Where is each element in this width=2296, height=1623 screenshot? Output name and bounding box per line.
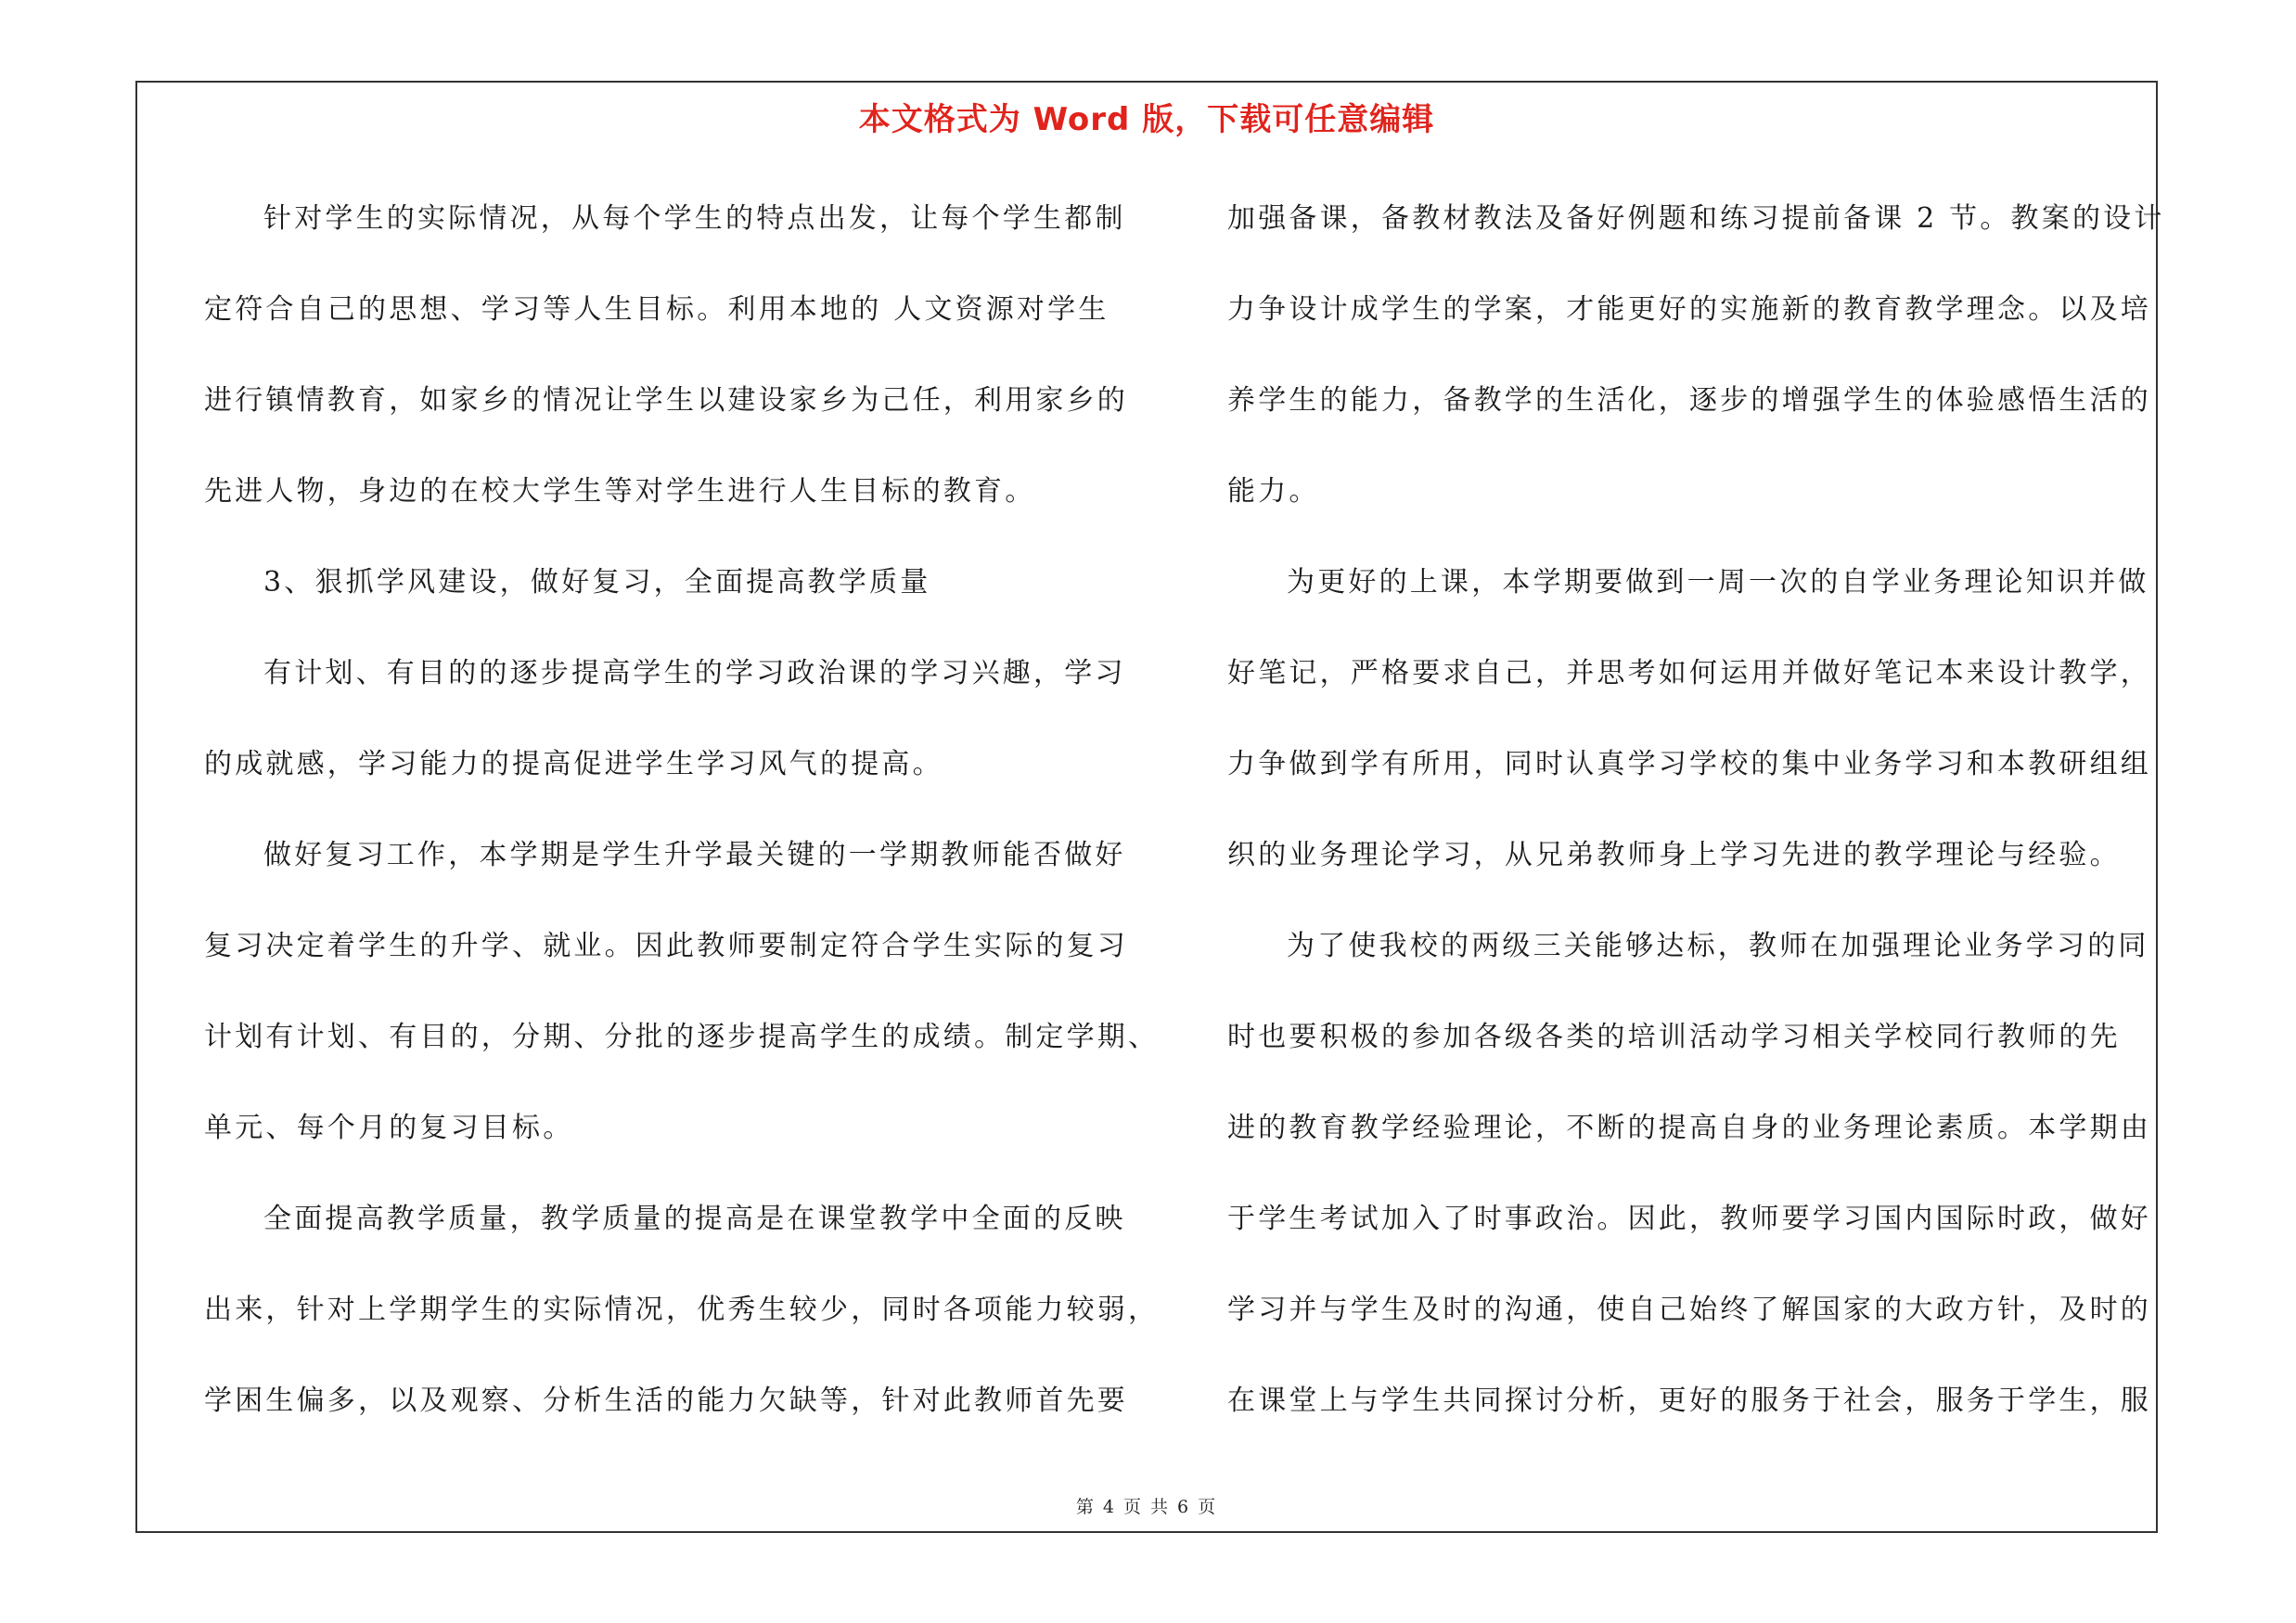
text-line: 进行镇情教育，如家乡的情况让学生以建设家乡为己任，利用家乡的 <box>204 384 1128 417</box>
text-line: 出来，针对上学期学生的实际情况，优秀生较少，同时各项能力较弱， <box>204 1294 1160 1326</box>
text-line: 先进人物，身边的在校大学生等对学生进行人生目标的教育。 <box>204 475 1036 508</box>
word-format-banner: 本文格式为 Word 版，下载可任意编辑 <box>858 101 1435 138</box>
text-line: 在课堂上与学生共同探讨分析，更好的服务于社会，服务于学生，服 <box>1227 1385 2151 1417</box>
text-line: 为了使我校的两级三关能够达标，教师在加强理论业务学习的同 <box>1287 930 2149 962</box>
text-line: 好笔记，严格要求自己，并思考如何运用并做好笔记本来设计教学， <box>1227 657 2151 689</box>
left-column <box>204 174 1160 1447</box>
text-line: 的成就感，学习能力的提高促进学生学习风气的提高。 <box>204 748 943 780</box>
text-line: 复习决定着学生的升学、就业。因此教师要制定符合学生实际的复习 <box>204 930 1128 962</box>
text-line: 力争设计成学生的学案，才能更好的实施新的教育教学理念。以及培 <box>1227 293 2151 326</box>
text-line: 为更好的上课，本学期要做到一周一次的自学业务理论知识并做 <box>1287 566 2149 599</box>
text-line: 单元、每个月的复习目标。 <box>204 1112 574 1144</box>
page-frame <box>135 81 2165 1533</box>
text-line: 针对学生的实际情况，从每个学生的特点出发，让每个学生都制 <box>263 202 1126 235</box>
section-heading: 3、狠抓学风建设，做好复习，全面提高教学质量 <box>263 566 931 599</box>
text-line: 于学生考试加入了时事政治。因此，教师要学习国内国际时政，做好 <box>1227 1203 2151 1235</box>
text-line: 织的业务理论学习，从兄弟教师身上学习先进的教学理论与经验。 <box>1227 839 2121 871</box>
text-line: 能力。 <box>1227 475 1320 508</box>
right-column <box>1227 174 2165 1447</box>
text-line: 全面提高教学质量，教学质量的提高是在课堂教学中全面的反映 <box>263 1203 1126 1235</box>
text-line: 加强备课，备教材教法及备好例题和练习提前备课 2 节。教案的设计 <box>1227 202 2165 235</box>
text-line: 有计划、有目的的逐步提高学生的学习政治课的学习兴趣，学习 <box>263 657 1126 689</box>
text-line: 养学生的能力，备教学的生活化，逐步的增强学生的体验感悟生活的 <box>1227 384 2151 417</box>
text-line: 学困生偏多，以及观察、分析生活的能力欠缺等，针对此教师首先要 <box>204 1385 1128 1417</box>
text-line: 时也要积极的参加各级各类的培训活动学习相关学校同行教师的先 <box>1227 1021 2121 1053</box>
text-line: 力争做到学有所用，同时认真学习学校的集中业务学习和本教研组组 <box>1227 748 2151 780</box>
text-line: 做好复习工作，本学期是学生升学最关键的一学期教师能否做好 <box>263 839 1126 871</box>
text-line: 计划有计划、有目的，分期、分批的逐步提高学生的成绩。制定学期、 <box>204 1021 1160 1053</box>
page-number: 第 4 页 共 6 页 <box>1075 1497 1218 1517</box>
text-line: 学习并与学生及时的沟通，使自己始终了解国家的大政方针，及时的 <box>1227 1294 2151 1326</box>
text-line: 定符合自己的思想、学习等人生目标。利用本地的 人文资源对学生 <box>204 293 1110 326</box>
text-line: 进的教育教学经验理论，不断的提高自身的业务理论素质。本学期由 <box>1227 1112 2151 1144</box>
